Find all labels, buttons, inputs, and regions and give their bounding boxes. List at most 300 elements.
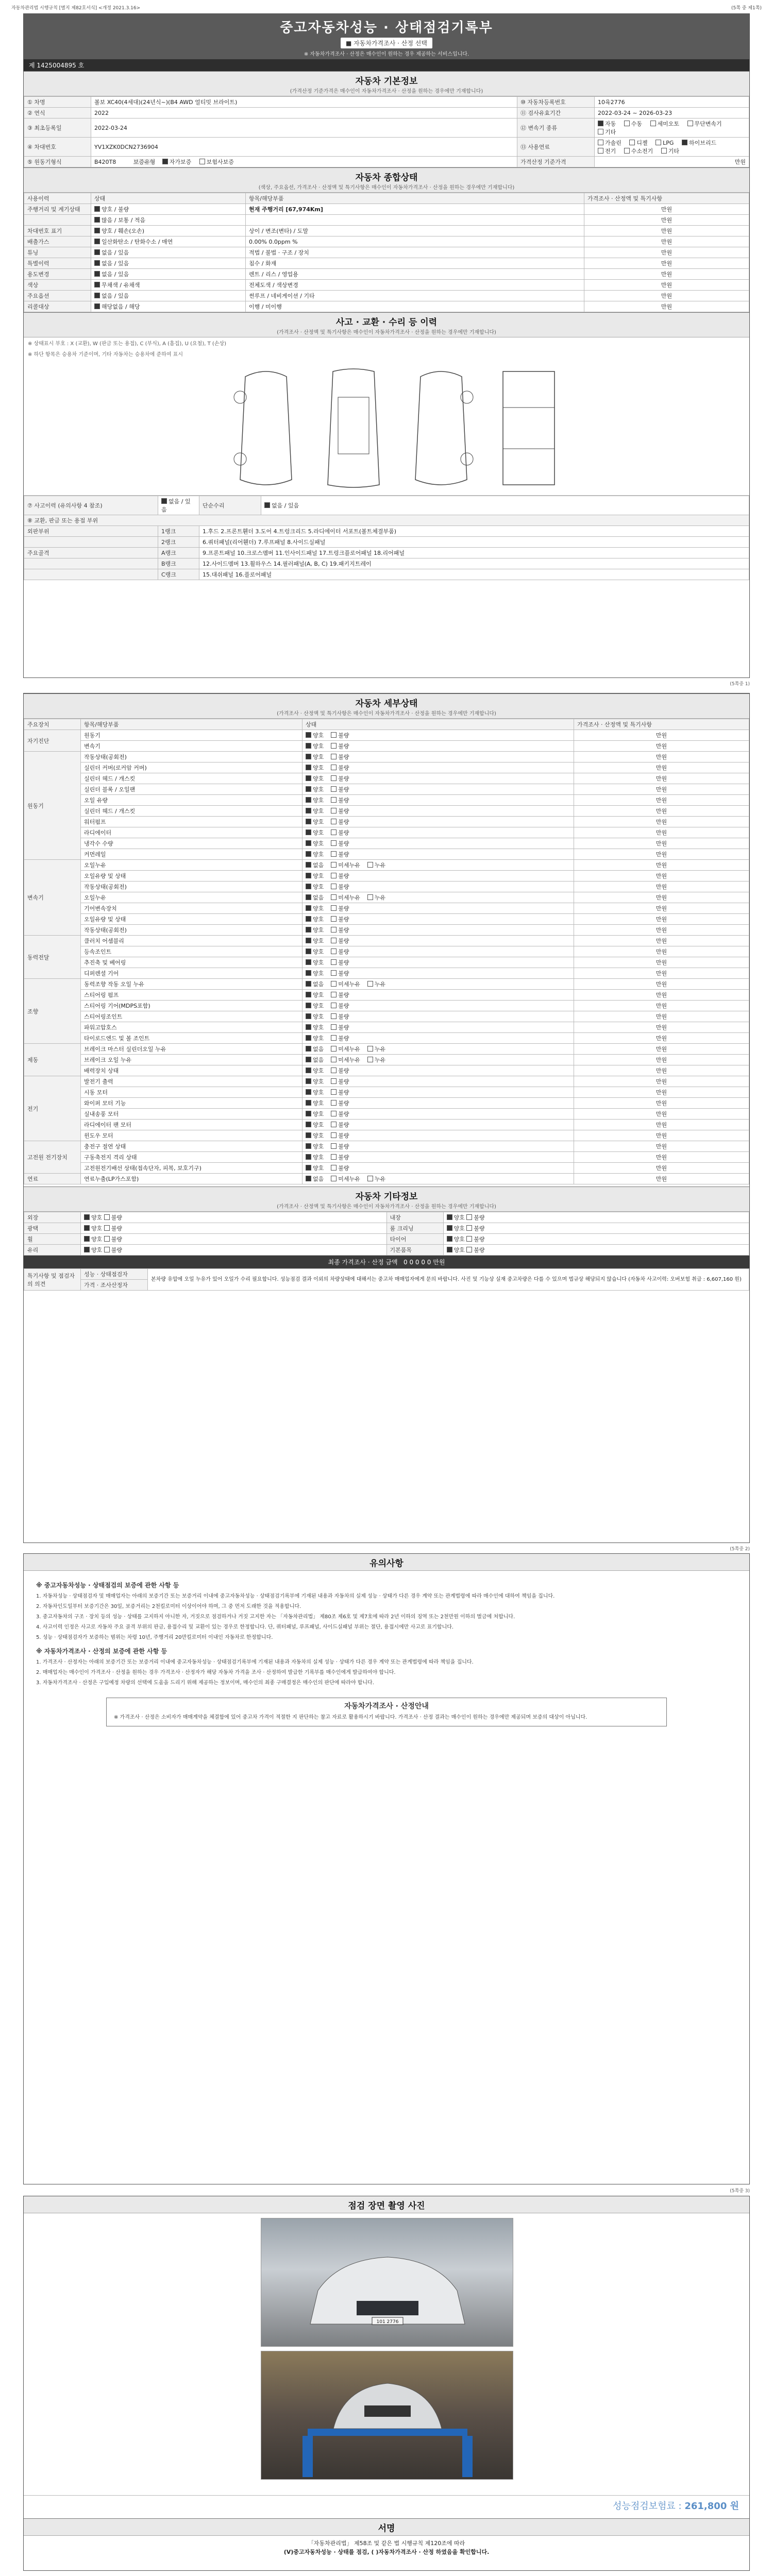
table-row — [24, 157, 749, 167]
page-mark: (5쪽중 3) — [730, 2189, 750, 2194]
checkbox[interactable] — [94, 271, 100, 277]
checkbox[interactable] — [306, 992, 311, 997]
summary-detail: 썬루프 / 네비게이션 / 기타 — [246, 291, 584, 301]
summary-detail: 0.00% 0.0ppm % — [246, 236, 584, 247]
label-fuel: ⑬ 사용연료 — [517, 138, 595, 157]
checkbox[interactable] — [306, 905, 311, 911]
checkbox[interactable] — [306, 732, 311, 738]
document-title: 중고자동차성능 · 상태점검기록부 — [280, 20, 493, 36]
state-text: 불량 — [338, 1078, 349, 1085]
checkbox[interactable] — [104, 1247, 110, 1252]
detail-state — [303, 1033, 574, 1044]
checkbox[interactable] — [331, 1003, 337, 1008]
checkbox[interactable] — [331, 1078, 337, 1084]
state-text: 불량 — [338, 1165, 349, 1172]
table-row — [24, 968, 749, 979]
checkbox[interactable] — [306, 959, 311, 965]
detail-state — [303, 784, 574, 795]
state-text: 양호 — [313, 754, 324, 760]
table-row — [24, 979, 749, 990]
notes-header — [24, 1554, 749, 1571]
table-row — [24, 291, 749, 301]
car-top-diagram — [312, 366, 395, 490]
checkbox[interactable] — [306, 1100, 311, 1106]
detail-unit: 만원 — [574, 871, 749, 882]
table-row — [24, 1065, 749, 1076]
state-text: 불량 — [338, 959, 349, 966]
option-label: 기타 — [668, 148, 680, 155]
checkbox[interactable] — [104, 1236, 110, 1242]
state-text: 미세누유 — [338, 1176, 360, 1182]
checkbox-insurer-warranty[interactable] — [199, 159, 205, 164]
detail-item: 스티어링 펌프 — [81, 990, 303, 1001]
insurance-fee-label: 성능점검보험료 : — [613, 2501, 682, 2512]
checkbox[interactable] — [331, 948, 337, 954]
value-first-reg: 2022-03-24 — [91, 118, 517, 138]
checkbox[interactable] — [331, 829, 337, 835]
checkbox[interactable] — [331, 1013, 337, 1019]
checkbox[interactable] — [331, 1143, 337, 1149]
checkbox[interactable] — [306, 1176, 311, 1181]
state-text: 없음 / 있음 — [272, 502, 299, 509]
checkbox[interactable] — [306, 1067, 311, 1073]
checkbox[interactable] — [306, 775, 311, 781]
detail-group-label: 연료 — [24, 1174, 81, 1184]
table-row — [24, 247, 749, 258]
checkbox[interactable] — [306, 1089, 311, 1095]
state-text: 양호 — [313, 927, 324, 934]
state-text: 없음 / 있음 — [102, 293, 129, 299]
checkbox[interactable] — [331, 873, 337, 878]
checkbox[interactable] — [466, 1247, 472, 1252]
detail-unit: 만원 — [574, 1109, 749, 1120]
summary-unit: 만원 — [584, 204, 749, 215]
checkbox[interactable] — [306, 1078, 311, 1084]
summary-state — [91, 280, 246, 291]
state-text: 양호 — [91, 1225, 103, 1232]
state-text: 일산화탄소 / 탄화수소 / 매연 — [102, 239, 173, 245]
detail-unit: 만원 — [574, 903, 749, 914]
summary-header — [24, 167, 749, 193]
rank-items: 15.대쉬패널 16.플로어패널 — [199, 569, 749, 580]
summary-state — [91, 301, 246, 312]
checkbox[interactable] — [331, 1035, 337, 1041]
outer-parts-label: ⑧ 교환, 판금 또는 용접 부위 — [24, 515, 749, 526]
checkbox[interactable] — [331, 1024, 337, 1030]
detail-state — [303, 1174, 574, 1184]
detail-unit: 만원 — [574, 936, 749, 946]
checkbox[interactable] — [306, 970, 311, 976]
checkbox[interactable] — [331, 916, 337, 922]
checkbox[interactable] — [306, 819, 311, 824]
checkbox[interactable] — [331, 959, 337, 965]
checkbox[interactable] — [367, 894, 373, 900]
checkbox[interactable] — [306, 894, 311, 900]
summary-item: 리콜대상 — [24, 301, 91, 312]
state-text: 누유 — [374, 981, 386, 988]
summary-item: 주요옵션 — [24, 291, 91, 301]
accident-desc: (가격조사 · 산정액 및 특기사항은 매수인이 자동차가격조사 · 산정을 원하는 경우에만 기재합니다) — [277, 330, 496, 335]
checkbox[interactable] — [306, 797, 311, 803]
checkbox-fuel-other[interactable] — [661, 148, 667, 154]
note-paragraph: 5. 성능 · 상태점검자가 보증하는 범위는 차령 10년, 주행거리 20만킬로미터 이내인 자동차로 한정합니다. — [36, 1635, 273, 1640]
detail-item: 변속기 — [81, 741, 303, 752]
checkbox-auto[interactable] — [598, 121, 603, 126]
table-row — [24, 784, 749, 795]
checkbox[interactable] — [306, 765, 311, 770]
col-header: 항목/해당부품 — [246, 193, 584, 204]
checkbox[interactable] — [84, 1225, 90, 1231]
checkbox[interactable] — [331, 1154, 337, 1160]
detail-unit: 만원 — [574, 1001, 749, 1011]
summary-unit: 만원 — [584, 226, 749, 236]
state-text: 없음 — [313, 1057, 324, 1063]
checkbox[interactable] — [94, 217, 100, 223]
checkbox[interactable] — [447, 1247, 452, 1252]
base-price-unit: 만원 — [595, 157, 749, 167]
checkbox[interactable] — [306, 884, 311, 889]
state-text: 양호 / 불량 — [102, 206, 129, 213]
detail-unit: 만원 — [574, 957, 749, 968]
checkbox-other[interactable] — [598, 129, 603, 134]
checkbox[interactable] — [94, 249, 100, 255]
table-row — [24, 730, 749, 741]
checkbox[interactable] — [306, 743, 311, 749]
state-text: 불량 — [338, 754, 349, 760]
checkbox[interactable] — [331, 786, 337, 792]
summary-unit: 만원 — [584, 301, 749, 312]
summary-unit: 만원 — [584, 269, 749, 280]
checkbox[interactable] — [466, 1225, 472, 1231]
state-text: 양호 — [313, 829, 324, 836]
checkbox[interactable] — [331, 1111, 337, 1116]
detail-state — [303, 1098, 574, 1109]
state-text: 양호 — [91, 1247, 103, 1253]
checkbox[interactable] — [306, 754, 311, 759]
checkbox[interactable] — [331, 743, 337, 749]
state-text: 누유 — [374, 1176, 386, 1182]
checkbox[interactable] — [367, 1057, 373, 1062]
checkbox[interactable] — [84, 1236, 90, 1242]
other-item: 외장 — [24, 1212, 81, 1223]
detail-state — [303, 806, 574, 817]
checkbox[interactable] — [306, 916, 311, 922]
state-text: 양호 — [313, 1089, 324, 1096]
detail-state — [303, 914, 574, 925]
checkbox[interactable] — [447, 1214, 452, 1220]
appraisal-guide-text: ※ 가격조사 · 산정은 소비자가 매매계약을 체결함에 있어 중고차 가격이 적절한 지 판단하는 참고 자료로 활용하시기 바랍니다. 가격조사 · 산정 결과는 매수인이 원하는 경우에만 제공되며 보증의 대상이 아닙니다. — [114, 1715, 587, 1720]
detail-item: 발전기 출력 — [81, 1076, 303, 1087]
detail-item: 동력조향 작동 오일 누유 — [81, 979, 303, 990]
detail-group-label: 전기 — [24, 1076, 81, 1141]
detail-item: 시동 모터 — [81, 1087, 303, 1098]
checkbox[interactable] — [94, 293, 100, 298]
checkbox[interactable] — [94, 303, 100, 309]
summary-state — [91, 291, 246, 301]
checkbox[interactable] — [94, 260, 100, 266]
summary-col-header — [24, 193, 749, 204]
checkbox[interactable] — [331, 992, 337, 997]
state-text: 불량 — [338, 1024, 349, 1031]
checkbox[interactable] — [104, 1225, 110, 1231]
detail-item: 커먼레일 — [81, 849, 303, 860]
checkbox[interactable] — [306, 1132, 311, 1138]
checkbox-ev[interactable] — [598, 148, 603, 154]
table-row — [24, 990, 749, 1001]
checkbox[interactable] — [104, 1214, 110, 1220]
col-header: 상태 — [303, 719, 574, 730]
checkbox[interactable] — [331, 905, 337, 911]
table-row — [24, 280, 749, 291]
checkbox[interactable] — [306, 1165, 311, 1171]
table-row — [24, 882, 749, 892]
checkbox[interactable] — [306, 840, 311, 846]
detail-item: 실내송풍 모터 — [81, 1109, 303, 1120]
state-text: 불량 — [338, 851, 349, 858]
value-inspection-period: 2022-03-24 ~ 2026-03-23 — [595, 108, 749, 118]
checkbox[interactable] — [331, 808, 337, 814]
value-engine: B420T8 — [94, 159, 116, 165]
checkbox[interactable] — [331, 754, 337, 759]
state-text: 없음 — [313, 1046, 324, 1053]
special-notes-label: 특기사항 및 점검자의 의견 — [24, 1269, 81, 1291]
summary-detail: 침수 / 화재 — [246, 258, 584, 269]
state-text: 양호 — [313, 1165, 324, 1172]
checkbox[interactable] — [264, 502, 270, 508]
checkbox[interactable] — [331, 938, 337, 943]
checkbox[interactable] — [331, 1067, 337, 1073]
checkbox[interactable] — [331, 862, 337, 868]
detail-item: 원동기 — [81, 730, 303, 741]
checkbox[interactable] — [367, 862, 373, 868]
checkbox[interactable] — [161, 498, 167, 504]
checkbox[interactable] — [84, 1247, 90, 1252]
car-right-side-diagram — [400, 366, 482, 490]
state-text: 불량 — [338, 786, 349, 793]
detail-item: 실린더 헤드 / 개스킷 — [81, 773, 303, 784]
checkbox[interactable] — [306, 927, 311, 933]
checkbox[interactable] — [331, 1132, 337, 1138]
detail-unit: 만원 — [574, 806, 749, 817]
detail-state — [303, 871, 574, 882]
summary-title: 자동차 종합상태 — [355, 173, 418, 183]
summary-detail: 상이 / 변조(변타) / 도말 — [246, 226, 584, 236]
detail-item: 작동상태(공회전) — [81, 925, 303, 936]
checkbox[interactable] — [331, 797, 337, 803]
form-legal-ref: 자동차관리법 시행규칙 [별지 제82호서식] <개정 2021.3.16> — [11, 6, 141, 11]
checkbox[interactable] — [331, 1046, 337, 1052]
checkbox[interactable] — [306, 1046, 311, 1052]
table-row — [24, 946, 749, 957]
checkbox[interactable] — [331, 1057, 337, 1062]
state-text: 불량 — [474, 1214, 485, 1221]
state-text: 많음 / 보통 / 적음 — [102, 217, 146, 224]
summary-desc: (색상, 주요옵션, 가격조사 · 산정액 및 특기사항은 매수인이 자동차가격조사 · 산정을 원하는 경우에만 기재합니다) — [258, 185, 515, 191]
detail-unit: 만원 — [574, 1163, 749, 1174]
state-text: 양호 — [453, 1236, 465, 1243]
checkbox[interactable] — [306, 1111, 311, 1116]
checkbox[interactable] — [94, 206, 100, 212]
simple-repair-label: 단순수리 — [199, 496, 261, 515]
summary-detail: 현재 주행거리 [67,974Km] — [246, 204, 584, 215]
plate-text: 101 2776 — [376, 2319, 399, 2325]
state-text: 양호 — [313, 1035, 324, 1042]
checkbox[interactable] — [367, 1176, 373, 1181]
summary-item: 용도변경 — [24, 269, 91, 280]
detail-group-label: 조향 — [24, 979, 81, 1044]
checkbox-diesel[interactable] — [629, 140, 635, 145]
table-row — [24, 301, 749, 312]
checkbox[interactable] — [94, 239, 100, 244]
state-text: 양호 — [453, 1247, 465, 1253]
summary-detail: 적법 / 불법 · 구조 / 장치 — [246, 247, 584, 258]
checkbox[interactable] — [367, 1046, 373, 1052]
photo-header — [24, 2196, 749, 2213]
checkbox-self-warranty[interactable] — [162, 159, 168, 164]
detail-group-label: 고전원 전기장치 — [24, 1141, 81, 1174]
page-mark: (5쪽중 1) — [730, 682, 750, 687]
checkbox[interactable] — [306, 829, 311, 835]
checkbox[interactable] — [306, 1013, 311, 1019]
checkbox[interactable] — [331, 819, 337, 824]
detail-unit: 만원 — [574, 1055, 749, 1065]
checkbox[interactable] — [84, 1214, 90, 1220]
accident-table — [24, 496, 749, 580]
summary-item: 배출가스 — [24, 236, 91, 247]
checkbox[interactable] — [331, 1100, 337, 1106]
checkbox[interactable] — [306, 851, 311, 857]
detail-state — [303, 979, 574, 990]
checkbox[interactable] — [306, 981, 311, 987]
checkbox[interactable] — [306, 808, 311, 814]
checkbox[interactable] — [306, 873, 311, 878]
table-row — [24, 752, 749, 762]
checkbox[interactable] — [447, 1236, 452, 1242]
checkbox[interactable] — [306, 1154, 311, 1160]
detail-state — [303, 1163, 574, 1174]
detail-state — [303, 827, 574, 838]
insurance-fee-value: 261,800 원 — [684, 2501, 739, 2512]
detail-item: 윈도우 모터 — [81, 1130, 303, 1141]
checkbox[interactable] — [331, 894, 337, 900]
detail-state — [303, 752, 574, 762]
state-text: 없음 / 있음 — [102, 260, 129, 267]
checkbox[interactable] — [331, 884, 337, 889]
state-text: 양호 — [313, 916, 324, 923]
checkbox[interactable] — [331, 1089, 337, 1095]
state-text: 양호 — [313, 948, 324, 955]
state-text: 양호 — [313, 775, 324, 782]
checkbox[interactable] — [331, 1165, 337, 1171]
checkbox[interactable] — [466, 1214, 472, 1220]
car-frame-diagram — [488, 366, 570, 490]
checkbox-cvt[interactable] — [687, 121, 693, 126]
option-label: 무단변속기 — [694, 121, 722, 127]
checkbox-semi[interactable] — [650, 121, 656, 126]
checkbox[interactable] — [331, 1176, 337, 1181]
note-paragraph: 3. 자동차가격조사 · 산정은 구입예정 차량의 선택에 도움을 드리기 위해 제공하는 정보이며, 매수인의 최종 구매결정은 매수인의 판단에 따라야 합니다. — [36, 1680, 374, 1686]
detail-unit: 만원 — [574, 838, 749, 849]
checkbox[interactable] — [306, 1143, 311, 1149]
state-text: 불량 — [338, 840, 349, 847]
checkbox[interactable] — [306, 862, 311, 868]
table-row — [24, 258, 749, 269]
checkbox[interactable] — [331, 765, 337, 770]
checkbox[interactable] — [306, 1122, 311, 1127]
label-inspection-period: ⑪ 검사유효기간 — [517, 108, 595, 118]
checkbox-manual[interactable] — [624, 121, 630, 126]
checkbox[interactable] — [306, 786, 311, 792]
notes-subtitle: ※ 중고자동차성능 · 상태점검의 보증에 관한 사항 등 — [36, 1582, 179, 1589]
checkbox[interactable] — [447, 1225, 452, 1231]
checkbox[interactable] — [331, 927, 337, 933]
checkbox[interactable] — [306, 1024, 311, 1030]
checkbox[interactable] — [306, 948, 311, 954]
state-text: 불량 — [338, 1035, 349, 1042]
state-text: 불량 — [338, 905, 349, 912]
table-row — [24, 838, 749, 849]
detail-unit: 만원 — [574, 946, 749, 957]
detail-unit: 만원 — [574, 979, 749, 990]
checkbox[interactable] — [367, 981, 373, 987]
state-text: 불량 — [338, 927, 349, 934]
checkbox[interactable] — [306, 1057, 311, 1062]
state-text: 양호 — [313, 1067, 324, 1074]
checkbox[interactable] — [306, 938, 311, 943]
checkbox-hybrid[interactable] — [682, 140, 687, 145]
detail-desc: (가격조사 · 산정액 및 특기사항은 매수인이 자동차가격조사 · 산정을 원하는 경우에만 기재합니다) — [277, 711, 496, 717]
state-text: 양호 — [313, 1024, 324, 1031]
checkbox[interactable] — [331, 851, 337, 857]
state-text: 불량 — [338, 970, 349, 977]
transmission-options — [595, 118, 749, 138]
checkbox[interactable] — [306, 1003, 311, 1008]
table-row — [24, 1174, 749, 1184]
checkbox[interactable] — [331, 970, 337, 976]
detail-state — [303, 946, 574, 957]
label-vin: ④ 차대번호 — [24, 138, 91, 157]
summary-item — [24, 215, 91, 226]
state-text: 불량 — [474, 1247, 485, 1253]
detail-unit: 만원 — [574, 741, 749, 752]
checkbox-h2[interactable] — [624, 148, 630, 154]
detail-unit: 만원 — [574, 968, 749, 979]
detail-item: 파워고압호스 — [81, 1022, 303, 1033]
checkbox[interactable] — [331, 732, 337, 738]
checkbox[interactable] — [306, 1035, 311, 1041]
checkbox[interactable] — [94, 282, 100, 287]
checkbox[interactable] — [331, 1122, 337, 1127]
summary-item: 튜닝 — [24, 247, 91, 258]
basic-info-desc: (가격산정 기준가격은 매수인이 자동차가격조사 · 산정을 원하는 경우에만 기재합니다) — [290, 89, 483, 94]
table-row — [24, 515, 749, 526]
detail-item: 충전구 절연 상태 — [81, 1141, 303, 1152]
checkbox-gasoline[interactable] — [598, 140, 603, 145]
detail-item: 실린더 헤드 / 개스킷 — [81, 806, 303, 817]
form-topline — [11, 4, 762, 10]
detail-item: 실린더 커버(로커암 커버) — [81, 762, 303, 773]
checkbox[interactable] — [466, 1236, 472, 1242]
checkbox[interactable] — [94, 228, 100, 233]
checkbox[interactable] — [331, 981, 337, 987]
detail-unit: 만원 — [574, 1033, 749, 1044]
detail-state — [303, 925, 574, 936]
state-text: 양호 — [313, 1013, 324, 1020]
checkbox[interactable] — [331, 775, 337, 781]
checkbox[interactable] — [331, 840, 337, 846]
checkbox-lpg[interactable] — [656, 140, 661, 145]
detail-item: 브레이크 오일 누유 — [81, 1055, 303, 1065]
